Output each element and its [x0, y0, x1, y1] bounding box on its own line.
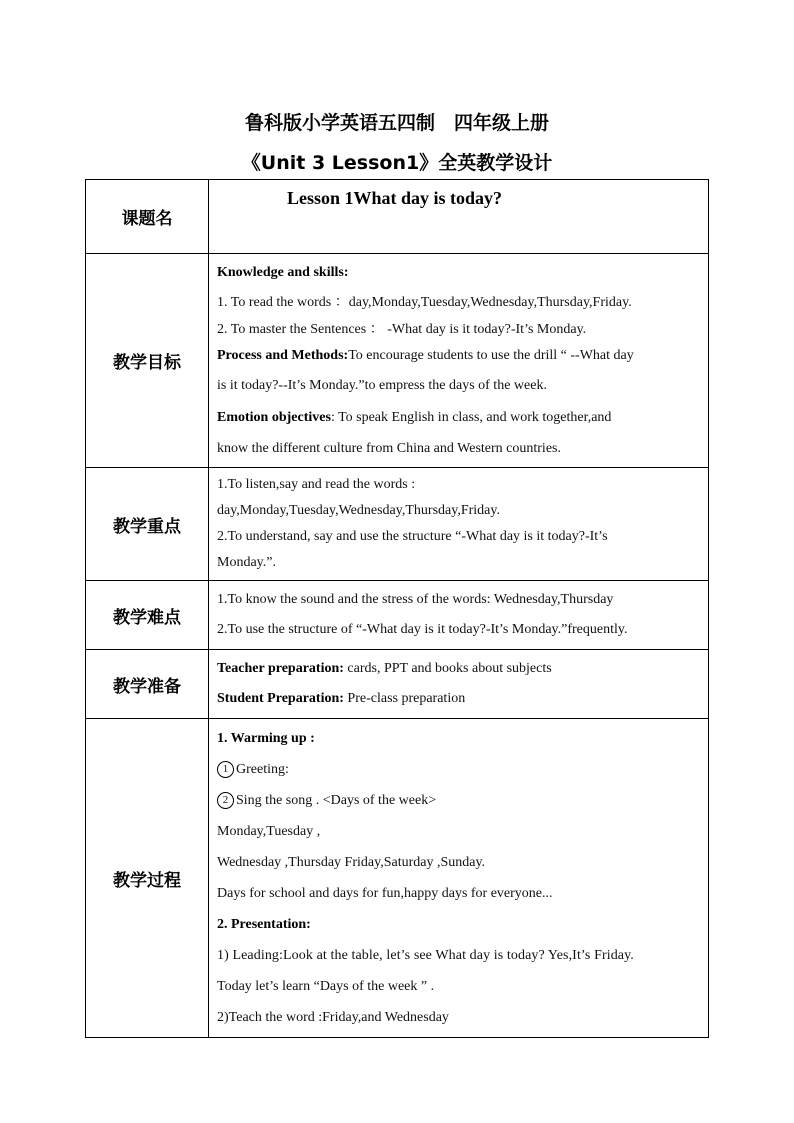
presentation-line: Today let’s learn “Days of the week ” . [217, 979, 435, 994]
table-row-topic [86, 180, 709, 254]
process-content [209, 719, 709, 1038]
teacher-preparation-heading: Teacher preparation: [217, 661, 344, 676]
song-line: Days for school and days for fun,happy days for everyone... [217, 886, 553, 901]
goal-line: 1. To read the words ：day,Monday,Tuesday,Wednesday,Thursday,Friday. [217, 295, 632, 310]
key-point-line: day,Monday,Tuesday,Wednesday,Thursday,Friday. [217, 503, 500, 518]
process-methods-heading: Process and Methods: [217, 348, 349, 363]
presentation-heading: 2. Presentation: [217, 917, 311, 932]
row-label-difficulties: 教学难点 [86, 581, 209, 650]
student-preparation-line [217, 684, 700, 714]
row-label-goals: 教学目标 [86, 254, 209, 468]
difficulties-content [209, 581, 709, 650]
song-line: Wednesday ,Thursday Friday,Saturday ,Sunday. [217, 855, 486, 870]
difficulty-line: 2.To use the structure of “-What day is it today?-It’s Monday.”frequently. [217, 622, 628, 637]
table-row-difficulties [86, 581, 709, 650]
process-step-text: Sing the song . <Days of the week> [236, 793, 437, 808]
emotion-objectives-line [217, 401, 700, 435]
preparation-content [209, 650, 709, 719]
process-methods-text: To encourage students to use the drill “ --What day [348, 348, 634, 363]
student-preparation-text: Pre-class preparation [343, 691, 466, 706]
table-row-key-points [86, 468, 709, 581]
teacher-preparation-text: cards, PPT and books about subjects [343, 661, 552, 676]
lesson-plan-table [85, 179, 709, 1038]
teacher-preparation-line [217, 654, 700, 684]
row-label-process: 教学过程 [86, 719, 209, 1038]
table-row-process [86, 719, 709, 1038]
goal-line: 2. To master the Sentences ： -What day is it today?-It’s Monday. [217, 322, 587, 337]
presentation-line: 2)Teach the word :Friday,and Wednesday [217, 1010, 449, 1025]
song-line: Monday,Tuesday , [217, 824, 321, 839]
table-row-goals [86, 254, 709, 468]
table-row-preparation [86, 650, 709, 719]
key-point-line: 2.To understand, say and use the structure “-What day is it today?-It’s [217, 529, 608, 544]
student-preparation-heading: Student Preparation: [217, 691, 344, 706]
process-step-text: Greeting: [236, 762, 289, 777]
process-step [217, 754, 700, 785]
warming-up-heading: 1. Warming up : [217, 731, 315, 746]
process-methods-line [217, 341, 700, 371]
lesson-title: Lesson 1What day is today? [287, 188, 503, 208]
difficulty-line: 1.To know the sound and the stress of the words: Wednesday,Thursday [217, 592, 614, 607]
goal-line: is it today?--It’s Monday.”to empress the days of the week. [217, 378, 547, 393]
row-label-topic: 课题名 [86, 180, 209, 254]
circled-number-2: 2 [217, 792, 234, 809]
key-point-line: 1.To listen,say and read the words : [217, 477, 416, 492]
row-label-preparation: 教学准备 [86, 650, 209, 719]
knowledge-skills-heading: Knowledge and skills: [217, 265, 349, 280]
emotion-objectives-heading: Emotion objectives [217, 410, 331, 425]
emotion-objectives-text: : To speak English in class, and work together,and [330, 410, 612, 425]
row-label-key-points: 教学重点 [86, 468, 209, 581]
document-title: 鲁科版小学英语五四制 四年级上册 [244, 112, 549, 134]
lesson-title-cell [209, 180, 709, 254]
presentation-line: 1) Leading:Look at the table, let’s see What day is today? Yes,It’s Friday. [217, 948, 634, 963]
document-subtitle: 《Unit 3 Lesson1》全英教学设计 [241, 152, 553, 174]
process-step [217, 785, 700, 816]
key-point-line: Monday.”. [217, 555, 276, 570]
goals-content [209, 254, 709, 468]
goal-line: know the different culture from China and Western countries. [217, 441, 561, 456]
circled-number-1: 1 [217, 761, 234, 778]
key-points-content [209, 468, 709, 581]
